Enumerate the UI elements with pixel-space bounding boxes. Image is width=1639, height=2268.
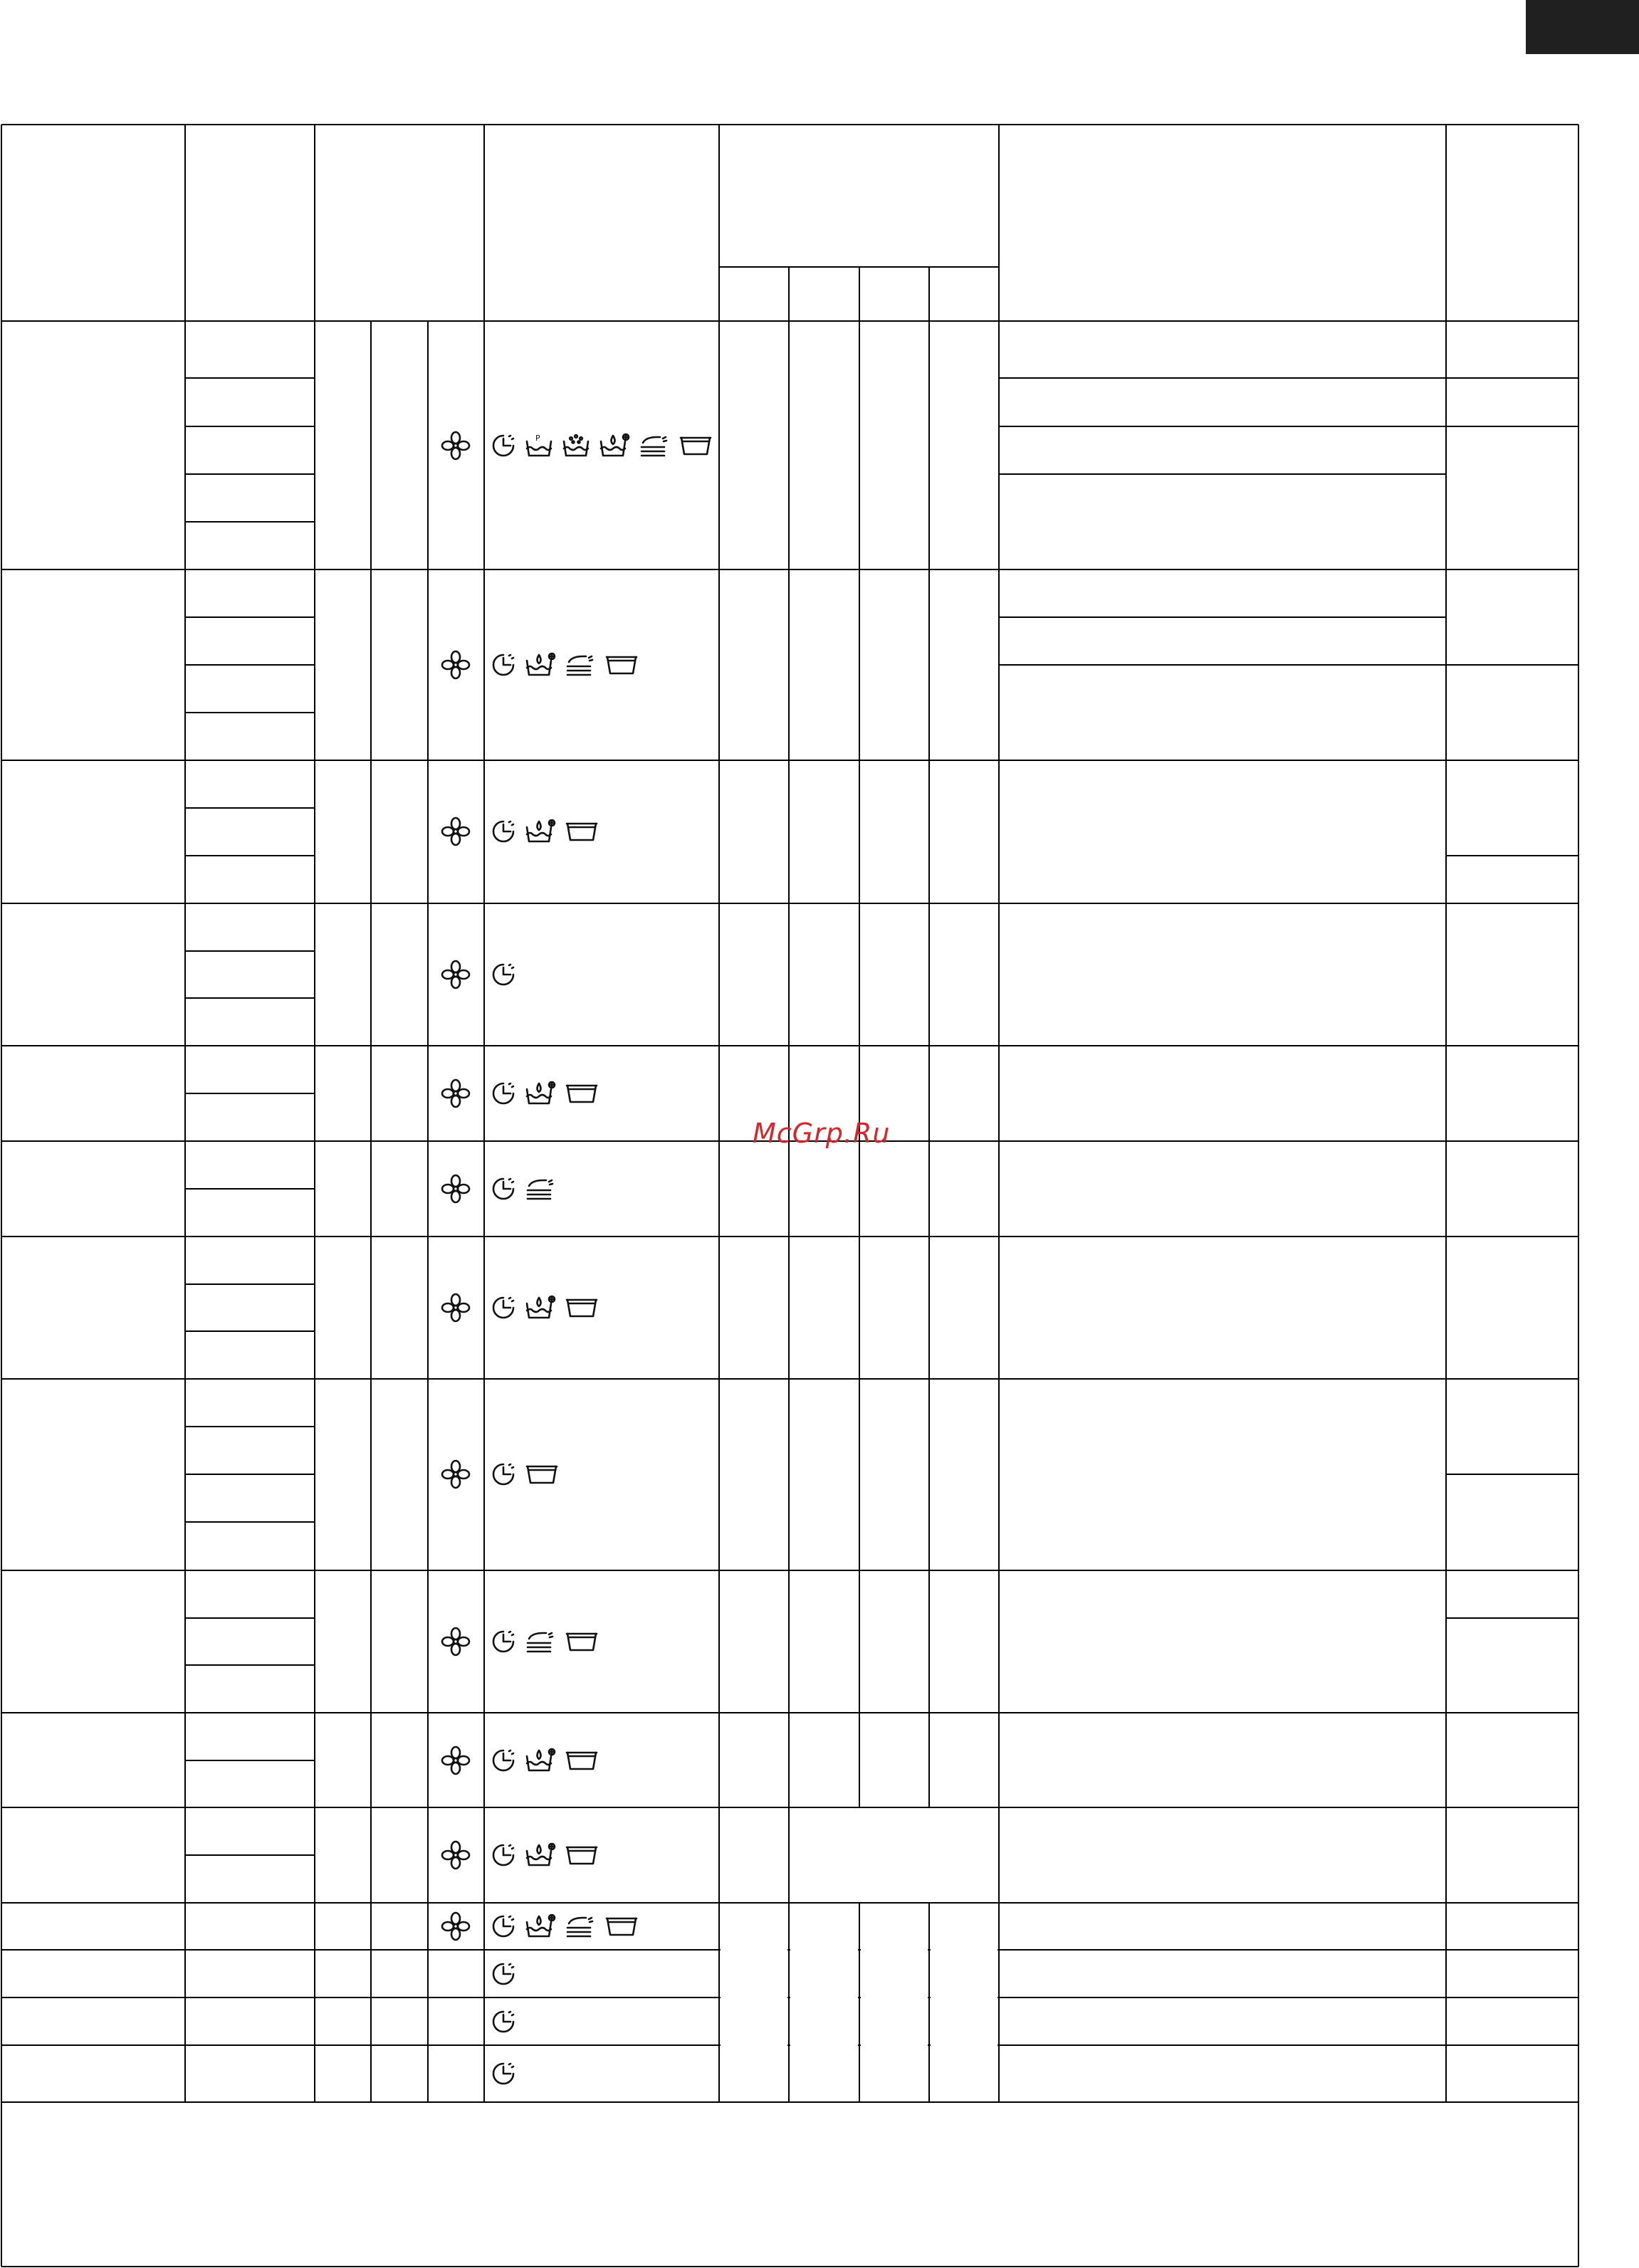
merged-cell-mask (931, 1904, 997, 2101)
easy-iron-icon (525, 1630, 556, 1653)
timer-icon (491, 1842, 516, 1868)
easy-iron-icon (565, 653, 596, 676)
timer-icon (491, 1913, 516, 1939)
merged-cell-mask (721, 1904, 787, 2101)
tub-icon (565, 1630, 599, 1653)
tub-icon (604, 653, 639, 676)
merged-cell-mask (790, 1904, 858, 2101)
timer-icon (491, 1176, 516, 1202)
timer-icon (491, 1461, 516, 1487)
fan-icon (441, 960, 470, 989)
fan-icon (441, 817, 470, 846)
timer-icon (491, 1081, 516, 1106)
tub-icon (565, 1749, 599, 1772)
merged-cell-mask (790, 1809, 998, 1901)
timer-icon (491, 1961, 516, 1987)
rinse-plus-tub-icon (599, 433, 630, 458)
rinse-plus-tub-icon (525, 1842, 556, 1868)
easy-iron-icon (565, 1915, 596, 1938)
tub-icon (565, 1844, 599, 1867)
watermark: McGrp.Ru (753, 1118, 891, 1149)
fan-icon (441, 651, 470, 679)
timer-icon (491, 2009, 516, 2035)
rinse-plus-tub-icon (525, 1913, 556, 1939)
timer-icon (491, 2061, 516, 2086)
timer-icon (491, 1748, 516, 1773)
extra-rinse-tub-icon (562, 433, 590, 458)
easy-iron-icon (639, 434, 670, 457)
tub-icon (679, 434, 713, 457)
fan-icon (441, 1460, 470, 1489)
fan-icon (441, 1841, 470, 1869)
svg-text:P: P (535, 434, 540, 443)
rinse-plus-tub-icon (525, 1748, 556, 1773)
tub-icon (565, 1296, 599, 1319)
fan-icon (441, 1175, 470, 1203)
rinse-plus-tub-icon (525, 1081, 556, 1106)
tub-icon (525, 1463, 559, 1486)
timer-icon (491, 652, 516, 678)
fan-icon (441, 1079, 470, 1108)
rinse-plus-tub-icon (525, 819, 556, 844)
fan-icon (441, 1627, 470, 1656)
fan-icon (441, 1912, 470, 1941)
timer-icon (491, 433, 516, 458)
fan-icon (441, 1293, 470, 1322)
rinse-plus-tub-icon (525, 1295, 556, 1321)
easy-iron-icon (525, 1177, 556, 1200)
rinse-plus-tub-icon (525, 652, 556, 678)
tub-icon (565, 1082, 599, 1105)
merged-cell-mask (861, 1904, 928, 2101)
fan-icon (441, 1746, 470, 1775)
fan-icon (441, 431, 470, 460)
tub-icon (565, 820, 599, 843)
timer-icon (491, 819, 516, 844)
tub-icon (604, 1915, 639, 1938)
timer-icon (491, 1295, 516, 1321)
prewash-tub-icon (525, 433, 553, 458)
timer-icon (491, 1629, 516, 1654)
timer-icon (491, 962, 516, 987)
